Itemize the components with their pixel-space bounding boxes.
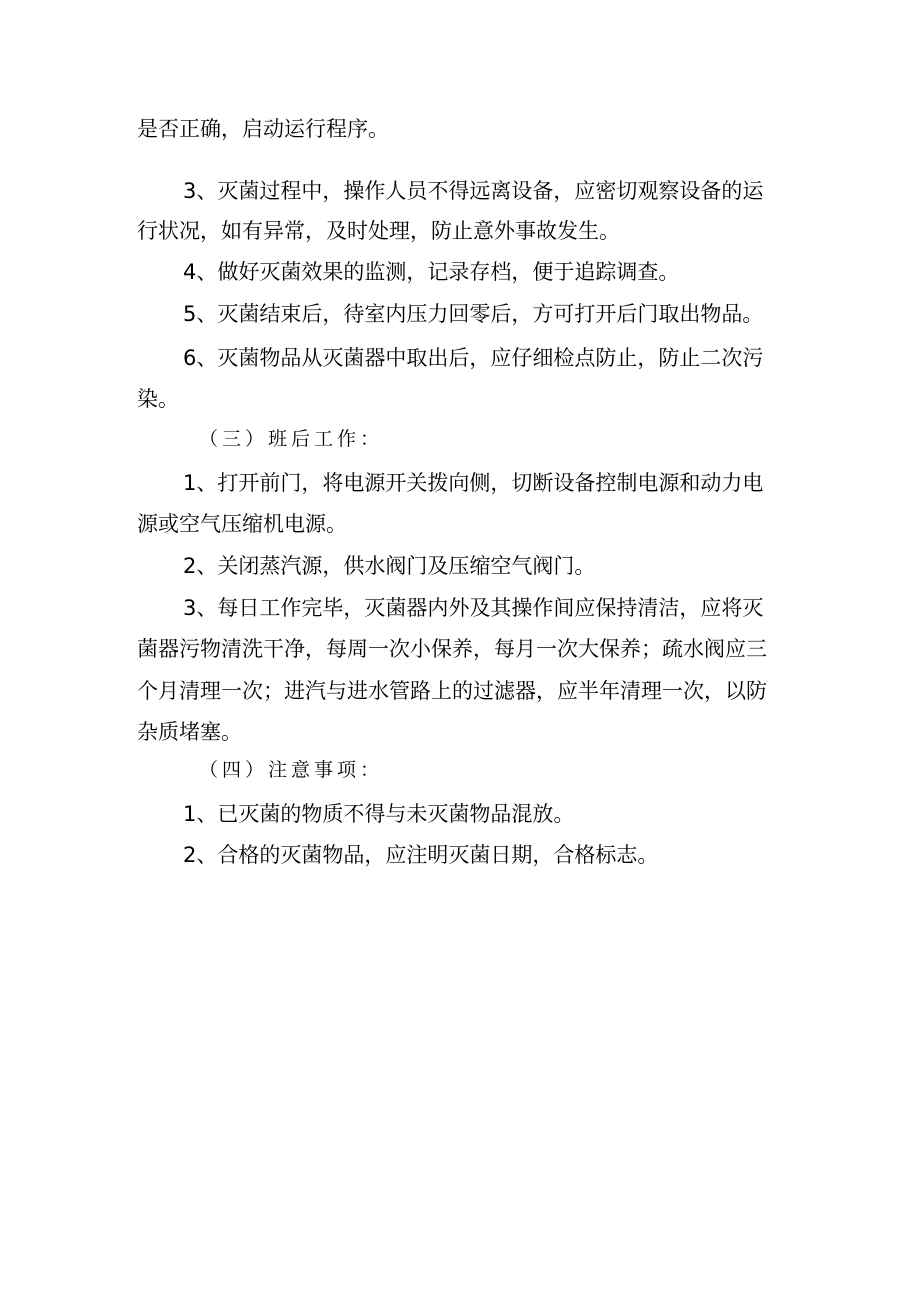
text-line: 3、每日工作完毕，灭菌器内外及其操作间应保持清洁，应将灭 — [183, 596, 764, 620]
text-line: 3、灭菌过程中，操作人员不得远离设备，应密切观察设备的运 — [183, 179, 764, 203]
text-line: 是否正确，启动运行程序。 — [137, 117, 389, 141]
text-line: 染。 — [137, 387, 179, 411]
text-line: 5、灭菌结束后，待室内压力回零后，方可打开后门取出物品。 — [183, 302, 764, 326]
text-line: 行状况，如有异常，及时处理，防止意外事故发生。 — [137, 219, 620, 243]
text-line: 1、已灭菌的物质不得与未灭菌物品混放。 — [183, 802, 575, 826]
section-heading: （四）注意事项： — [199, 759, 384, 781]
text-line: 杂质堵塞。 — [137, 720, 242, 744]
text-line: 1、打开前门，将电源开关拨向侧，切断设备控制电源和动力电 — [183, 471, 764, 495]
section-heading: （三）班后工作： — [199, 428, 384, 450]
text-line: 4、做好灭菌效果的监测，记录存档，便于追踪调查。 — [183, 260, 680, 284]
text-line: 菌器污物清洗干净，每周一次小保养，每月一次大保养；疏水阀应三 — [137, 637, 767, 661]
text-line: 6、灭菌物品从灭菌器中取出后，应仔细检点防止，防止二次污 — [183, 346, 764, 370]
text-line: 2、关闭蒸汽源，供水阀门及压缩空气阀门。 — [183, 554, 596, 578]
text-line: 源或空气压缩机电源。 — [137, 512, 347, 536]
text-line: 2、合格的灭菌物品，应注明灭菌日期，合格标志。 — [183, 843, 659, 867]
text-line: 个月清理一次；进汽与进水管路上的过滤器，应半年清理一次，以防 — [137, 679, 767, 703]
